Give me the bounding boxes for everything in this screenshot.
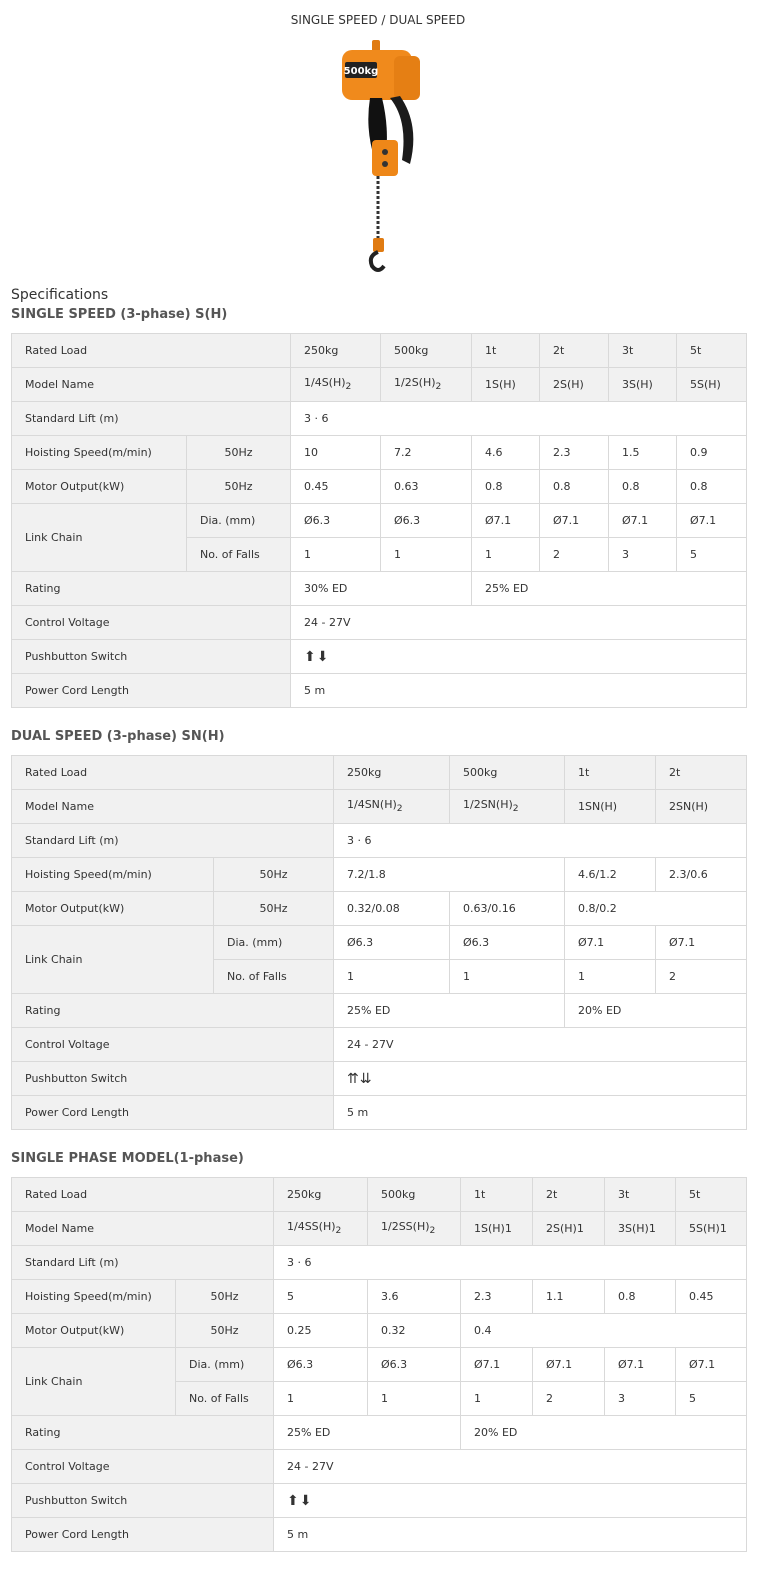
value-cell: Ø7.1 <box>609 504 677 538</box>
table-row <box>12 1348 747 1382</box>
model-cell <box>368 1212 461 1246</box>
value-cell <box>291 640 747 674</box>
table-row <box>12 1246 747 1280</box>
value-cell: 0.8 <box>609 470 677 504</box>
value-cell: 24 - 27V <box>274 1450 747 1484</box>
value-cell: 2.3 <box>540 436 609 470</box>
single-speed-section-title: SINGLE SPEED (3-phase) S(H) <box>11 307 228 322</box>
value-cell: 3 · 6 <box>274 1246 747 1280</box>
model-cell: 2SN(H) <box>656 790 747 824</box>
value-cell: 2 <box>656 960 747 994</box>
single-phase-section-title: SINGLE PHASE MODEL(1-phase) <box>11 1151 244 1166</box>
frequency-cell: 50Hz <box>187 436 291 470</box>
value-cell: 1 <box>461 1382 533 1416</box>
table-row <box>12 1314 747 1348</box>
load-cell: 5t <box>677 334 747 368</box>
table-row <box>12 1096 747 1130</box>
row-label: Link Chain <box>12 926 214 994</box>
table-row <box>12 368 747 402</box>
model-cell <box>450 790 565 824</box>
load-cell: 5t <box>676 1178 747 1212</box>
frequency-cell: 50Hz <box>176 1280 274 1314</box>
row-label: Pushbutton Switch <box>12 1062 334 1096</box>
value-cell: Ø6.3 <box>368 1348 461 1382</box>
double-up-double-down-arrow-icon: ⇈⇊ <box>347 1070 373 1087</box>
table-row <box>12 1062 747 1096</box>
load-cell: 3t <box>605 1178 676 1212</box>
value-cell: Ø7.1 <box>677 504 747 538</box>
model-name: 1/2SN(H) <box>463 798 513 812</box>
value-cell: 5 <box>676 1382 747 1416</box>
load-cell: 3t <box>609 334 677 368</box>
table-row <box>12 572 747 606</box>
table-row <box>12 1484 747 1518</box>
table-row <box>12 334 747 368</box>
model-cell: 3S(H) <box>609 368 677 402</box>
value-cell: 0.45 <box>676 1280 747 1314</box>
value-cell: 5 m <box>334 1096 747 1130</box>
value-cell: 20% ED <box>461 1416 747 1450</box>
load-cell: 1t <box>565 756 656 790</box>
table-row <box>12 640 747 674</box>
value-cell: 25% ED <box>274 1416 461 1450</box>
row-label: Rated Load <box>12 334 291 368</box>
frequency-cell: 50Hz <box>176 1314 274 1348</box>
table-row <box>12 994 747 1028</box>
value-cell: 0.8/0.2 <box>565 892 747 926</box>
value-cell: 0.32 <box>368 1314 461 1348</box>
value-cell <box>334 1062 747 1096</box>
value-cell: Ø7.1 <box>605 1348 676 1382</box>
value-cell: 2 <box>540 538 609 572</box>
value-cell: 0.8 <box>677 470 747 504</box>
row-label: Rating <box>12 1416 274 1450</box>
value-cell: 20% ED <box>565 994 747 1028</box>
value-cell: 0.45 <box>291 470 381 504</box>
model-cell <box>334 790 450 824</box>
value-cell: Ø6.3 <box>450 926 565 960</box>
value-cell: Ø6.3 <box>291 504 381 538</box>
value-cell: Ø6.3 <box>274 1348 368 1382</box>
value-cell: 30% ED <box>291 572 472 606</box>
load-cell: 500kg <box>450 756 565 790</box>
value-cell: 4.6/1.2 <box>565 858 656 892</box>
row-label: Model Name <box>12 1212 274 1246</box>
row-label: Hoisting Speed(m/min) <box>12 436 187 470</box>
value-cell: 1.5 <box>609 436 677 470</box>
model-name: 1/4S(H) <box>304 376 346 390</box>
load-cell: 250kg <box>291 334 381 368</box>
model-subscript: 2 <box>512 803 519 815</box>
value-cell: 5 <box>677 538 747 572</box>
value-cell: 0.4 <box>461 1314 747 1348</box>
row-label: Hoisting Speed(m/min) <box>12 1280 176 1314</box>
row-label: Rated Load <box>12 756 334 790</box>
model-subscript: 2 <box>429 1225 436 1237</box>
load-cell: 1t <box>461 1178 533 1212</box>
table-row <box>12 790 747 824</box>
value-cell: 1 <box>368 1382 461 1416</box>
value-cell: 25% ED <box>334 994 565 1028</box>
page-title: SINGLE SPEED / DUAL SPEED <box>290 13 466 27</box>
table-row <box>12 858 747 892</box>
up-down-arrow-icon: ⬆︎⬇︎ <box>304 648 330 665</box>
model-cell: 2S(H)1 <box>533 1212 605 1246</box>
row-label: Model Name <box>12 368 291 402</box>
single-speed-spec-table <box>11 333 747 708</box>
value-cell: Ø7.1 <box>540 504 609 538</box>
value-cell: 7.2/1.8 <box>334 858 565 892</box>
row-label: Power Cord Length <box>12 1096 334 1130</box>
frequency-cell: 50Hz <box>214 892 334 926</box>
value-cell: 3 <box>605 1382 676 1416</box>
model-cell: 5S(H)1 <box>676 1212 747 1246</box>
value-cell: 5 m <box>291 674 747 708</box>
dual-speed-spec-table <box>11 755 747 1130</box>
row-label: Pushbutton Switch <box>12 1484 274 1518</box>
sub-label: Dia. (mm) <box>187 504 291 538</box>
value-cell: 0.63 <box>381 470 472 504</box>
row-label: Control Voltage <box>12 1028 334 1062</box>
dual-speed-section-title: DUAL SPEED (3-phase) SN(H) <box>11 729 225 744</box>
model-cell: 1SN(H) <box>565 790 656 824</box>
value-cell: 1 <box>291 538 381 572</box>
value-cell: 3.6 <box>368 1280 461 1314</box>
model-subscript: 2 <box>335 1225 342 1237</box>
model-cell <box>381 368 472 402</box>
value-cell: Ø6.3 <box>334 926 450 960</box>
table-row <box>12 470 747 504</box>
value-cell: Ø7.1 <box>676 1348 747 1382</box>
table-row <box>12 1518 747 1552</box>
table-row <box>12 504 747 538</box>
value-cell: 1 <box>334 960 450 994</box>
model-subscript: 2 <box>435 381 442 393</box>
value-cell <box>274 1484 747 1518</box>
value-cell: 2.3/0.6 <box>656 858 747 892</box>
value-cell: 24 - 27V <box>291 606 747 640</box>
value-cell: Ø7.1 <box>461 1348 533 1382</box>
model-subscript: 2 <box>396 803 403 815</box>
hoist-illustration <box>330 40 425 272</box>
model-cell: 5S(H) <box>677 368 747 402</box>
load-cell: 2t <box>656 756 747 790</box>
sub-label: Dia. (mm) <box>176 1348 274 1382</box>
model-cell: 3S(H)1 <box>605 1212 676 1246</box>
value-cell: 5 <box>274 1280 368 1314</box>
value-cell: 7.2 <box>381 436 472 470</box>
value-cell: 1 <box>450 960 565 994</box>
load-cell: 250kg <box>274 1178 368 1212</box>
value-cell: 0.32/0.08 <box>334 892 450 926</box>
row-label: Rating <box>12 572 291 606</box>
row-label: Pushbutton Switch <box>12 640 291 674</box>
frequency-cell: 50Hz <box>214 858 334 892</box>
value-cell: 0.8 <box>605 1280 676 1314</box>
value-cell: Ø7.1 <box>533 1348 605 1382</box>
load-cell: 250kg <box>334 756 450 790</box>
value-cell: 2 <box>533 1382 605 1416</box>
value-cell: Ø7.1 <box>656 926 747 960</box>
table-row <box>12 674 747 708</box>
load-cell: 1t <box>472 334 540 368</box>
model-cell: 1S(H) <box>472 368 540 402</box>
value-cell: 3 · 6 <box>334 824 747 858</box>
row-label: Control Voltage <box>12 606 291 640</box>
table-row <box>12 1450 747 1484</box>
table-row <box>12 892 747 926</box>
table-row <box>12 1212 747 1246</box>
value-cell: 1 <box>472 538 540 572</box>
value-cell: 10 <box>291 436 381 470</box>
model-subscript: 2 <box>345 381 352 393</box>
model-name: 1/4SN(H) <box>347 798 397 812</box>
table-row <box>12 1280 747 1314</box>
row-label: Standard Lift (m) <box>12 824 334 858</box>
value-cell: 24 - 27V <box>334 1028 747 1062</box>
value-cell: 1.1 <box>533 1280 605 1314</box>
row-label: Motor Output(kW) <box>12 892 214 926</box>
load-cell: 2t <box>533 1178 605 1212</box>
table-row <box>12 1178 747 1212</box>
value-cell: 1 <box>565 960 656 994</box>
model-name: 1/4SS(H) <box>287 1220 336 1234</box>
table-row <box>12 402 747 436</box>
value-cell: 0.8 <box>472 470 540 504</box>
table-row <box>12 926 747 960</box>
hoist-capacity-badge: 500kg <box>343 66 379 77</box>
table-row <box>12 824 747 858</box>
model-cell: 1S(H)1 <box>461 1212 533 1246</box>
table-row <box>12 756 747 790</box>
frequency-cell: 50Hz <box>187 470 291 504</box>
value-cell: 2.3 <box>461 1280 533 1314</box>
row-label: Rated Load <box>12 1178 274 1212</box>
value-cell: 3 · 6 <box>291 402 747 436</box>
specifications-heading: Specifications <box>11 287 109 303</box>
value-cell: 1 <box>274 1382 368 1416</box>
sub-label: No. of Falls <box>176 1382 274 1416</box>
value-cell: 0.9 <box>677 436 747 470</box>
row-label: Link Chain <box>12 504 187 572</box>
table-row <box>12 1028 747 1062</box>
value-cell: 3 <box>609 538 677 572</box>
value-cell: 4.6 <box>472 436 540 470</box>
up-down-arrow-icon: ⬆︎⬇︎ <box>287 1492 313 1509</box>
row-label: Power Cord Length <box>12 674 291 708</box>
value-cell: 25% ED <box>472 572 747 606</box>
model-cell <box>291 368 381 402</box>
value-cell: 1 <box>381 538 472 572</box>
model-cell <box>274 1212 368 1246</box>
table-row <box>12 436 747 470</box>
value-cell: Ø7.1 <box>472 504 540 538</box>
row-label: Hoisting Speed(m/min) <box>12 858 214 892</box>
row-label: Standard Lift (m) <box>12 402 291 436</box>
table-row <box>12 1416 747 1450</box>
value-cell: 5 m <box>274 1518 747 1552</box>
sub-label: No. of Falls <box>187 538 291 572</box>
load-cell: 500kg <box>381 334 472 368</box>
row-label: Control Voltage <box>12 1450 274 1484</box>
row-label: Motor Output(kW) <box>12 1314 176 1348</box>
row-label: Rating <box>12 994 334 1028</box>
sub-label: Dia. (mm) <box>214 926 334 960</box>
value-cell: Ø7.1 <box>565 926 656 960</box>
row-label: Link Chain <box>12 1348 176 1416</box>
model-name: 1/2SS(H) <box>381 1220 430 1234</box>
row-label: Power Cord Length <box>12 1518 274 1552</box>
value-cell: Ø6.3 <box>381 504 472 538</box>
model-cell: 2S(H) <box>540 368 609 402</box>
table-row <box>12 606 747 640</box>
value-cell: 0.8 <box>540 470 609 504</box>
load-cell: 500kg <box>368 1178 461 1212</box>
load-cell: 2t <box>540 334 609 368</box>
value-cell: 0.63/0.16 <box>450 892 565 926</box>
row-label: Motor Output(kW) <box>12 470 187 504</box>
sub-label: No. of Falls <box>214 960 334 994</box>
single-phase-spec-table <box>11 1177 747 1552</box>
electric-chain-hoist-image <box>330 40 425 272</box>
row-label: Model Name <box>12 790 334 824</box>
value-cell: 0.25 <box>274 1314 368 1348</box>
row-label: Standard Lift (m) <box>12 1246 274 1280</box>
model-name: 1/2S(H) <box>394 376 436 390</box>
